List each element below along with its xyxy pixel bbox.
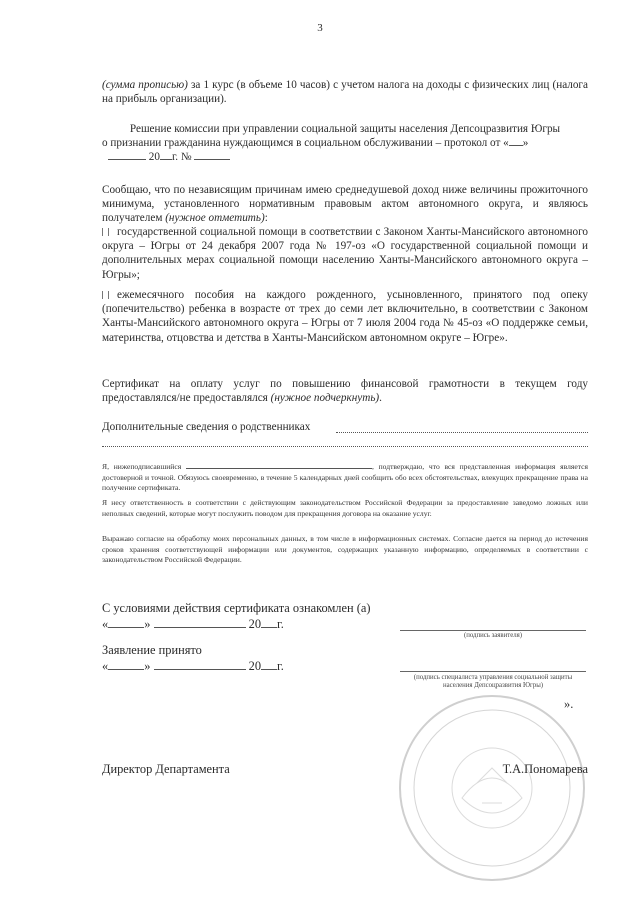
date1-day-blank[interactable] [108, 618, 144, 628]
director-name: Т.А.Пономарева [502, 762, 588, 776]
application-accepted-label: Заявление принято [102, 643, 202, 657]
paragraph-amount [102, 78, 588, 106]
protocol-number-blank [194, 150, 230, 160]
protocol-month-blank [108, 150, 146, 160]
mark-needed-hint: (нужное отметить) [165, 212, 265, 225]
protocol-day-blank [509, 136, 523, 146]
protocol-year-blank [160, 150, 172, 160]
date1-year-blank[interactable] [261, 618, 277, 628]
protocol-year-prefix: 20 [148, 151, 160, 164]
state-social-help-checkbox[interactable] [102, 228, 109, 236]
official-seal-stamp [392, 688, 592, 888]
declaration-consent: Выражаю согласие на обработку моих персональных данных, в том числе в информационных системах. Согласие дается на период до истечения сроков хранения соответствующей информации или документов, содержащих указанную информацию, определяемых в соответствии с законодательством Российской Федерации. [102, 534, 588, 565]
applicant-signature-caption: (подпись заявителя) [463, 632, 523, 639]
certificate-status-text: Сертификат на оплату услуг по повышению финансовой грамотности в текущем году предоставлялся/не предоставлялся [102, 378, 588, 405]
date2-year-blank[interactable] [261, 660, 277, 670]
date1-quote-open: « [102, 617, 109, 631]
income-colon: : [264, 212, 268, 225]
date-field-2 [102, 659, 284, 674]
specialist-signature-caption: (подпись специалиста управления социальной защиты населения Депсоцразвития Югры) [413, 674, 573, 689]
acquainted-statement: С условиями действия сертификата ознакомлен (а) [102, 601, 371, 615]
relatives-line-1[interactable] [336, 432, 588, 433]
protocol-number-label: г. № [171, 151, 192, 164]
specialist-signature-line[interactable] [400, 671, 586, 672]
amount-in-words-hint: (сумма прописью) [102, 79, 188, 91]
declaration-responsibility: Я несу ответственность в соответствии с действующим законодательством Российской Федерации за предоставление заведомо ложных или неполных сведений, которые могут послужить поводом для прекращения договора на оказание услуг. [102, 498, 588, 518]
signer-name-blank[interactable] [186, 462, 372, 469]
certificate-status-period: . [379, 392, 382, 405]
date2-quote-close: » [144, 659, 151, 673]
commission-line-3 [102, 150, 588, 164]
commission-line-1: Решение комиссии при управлении социальной защиты населения Депсоцразвития Югры [129, 123, 561, 135]
director-title: Директор Департамента [102, 762, 230, 776]
commission-line-2 [102, 136, 588, 150]
income-text: Сообщаю, что по независящим причинам имею среднедушевой доход ниже величины прожиточного минимума, установленного нормативным правовым актом автономного округа, и являюсь получателем [102, 184, 588, 225]
date2-month-blank[interactable] [154, 660, 246, 670]
declaration-signer-label: Я, нижеподписавшийся [102, 462, 182, 471]
protocol-quote-close: » [522, 137, 529, 150]
amount-text: за 1 курс (в объеме 10 часов) с учетом налога на доходы с физических лиц (налога на прибыль организации). [102, 79, 588, 106]
date-field-1 [102, 617, 284, 632]
underline-needed-hint: (нужное подчеркнуть) [270, 392, 380, 405]
declaration-confirm-text: , подтверждаю, что вся представленная информация является достоверной и точной. Обязуюсь своевременно, в течение 5 календарных дней сообщить обо всех обстоятельствах, влекущих прекращение права на получение сертификата. [102, 462, 588, 493]
option-monthly-allowance [102, 288, 588, 345]
date2-year-suffix: г. [277, 659, 284, 673]
relatives-line-2[interactable] [102, 446, 588, 447]
date1-year-prefix: 20 [248, 617, 262, 631]
date1-year-suffix: г. [277, 617, 284, 631]
paragraph-commission [102, 122, 588, 165]
date1-quote-close: » [144, 617, 151, 631]
applicant-signature-line[interactable] [400, 630, 586, 631]
declaration-confirm [102, 462, 588, 494]
option-state-social-help [102, 225, 588, 282]
monthly-allowance-text: ежемесячного пособия на каждого рожденного, усыновленного, принятого под опеку (попечительство) ребенка в возрасте от трех до семи лет включительно, в соответствии с Законом Ханты-Мансийского автономного округа – Югры от 7 июля 2004 года № 45-оз «О поддержке семьи, материнства, отцовства и детства в Ханты-Мансийском автономном округе – Югре». [102, 289, 588, 344]
date2-quote-open: « [102, 659, 109, 673]
date2-day-blank[interactable] [108, 660, 144, 670]
page-number: 3 [317, 22, 323, 34]
paragraph-income [102, 183, 588, 226]
monthly-allowance-checkbox[interactable] [102, 291, 109, 299]
commission-protocol-text: о признании гражданина нуждающимся в социальном обслуживании – протокол от « [102, 137, 509, 150]
closing-quote: ». [564, 697, 574, 711]
paragraph-certificate-status [102, 377, 588, 405]
date1-month-blank[interactable] [154, 618, 246, 628]
relatives-label: Дополнительные сведения о родственниках [102, 421, 311, 433]
state-social-help-text: государственной социальной помощи в соответствии с Законом Ханты-Мансийского автономного округа – Югры от 24 декабря 2007 года № 197-оз «О государственной социальной помощи и дополнительных мерах социальной помощи населению Ханты-Мансийского автономного округа – Югры»; [102, 226, 588, 281]
date2-year-prefix: 20 [248, 659, 262, 673]
